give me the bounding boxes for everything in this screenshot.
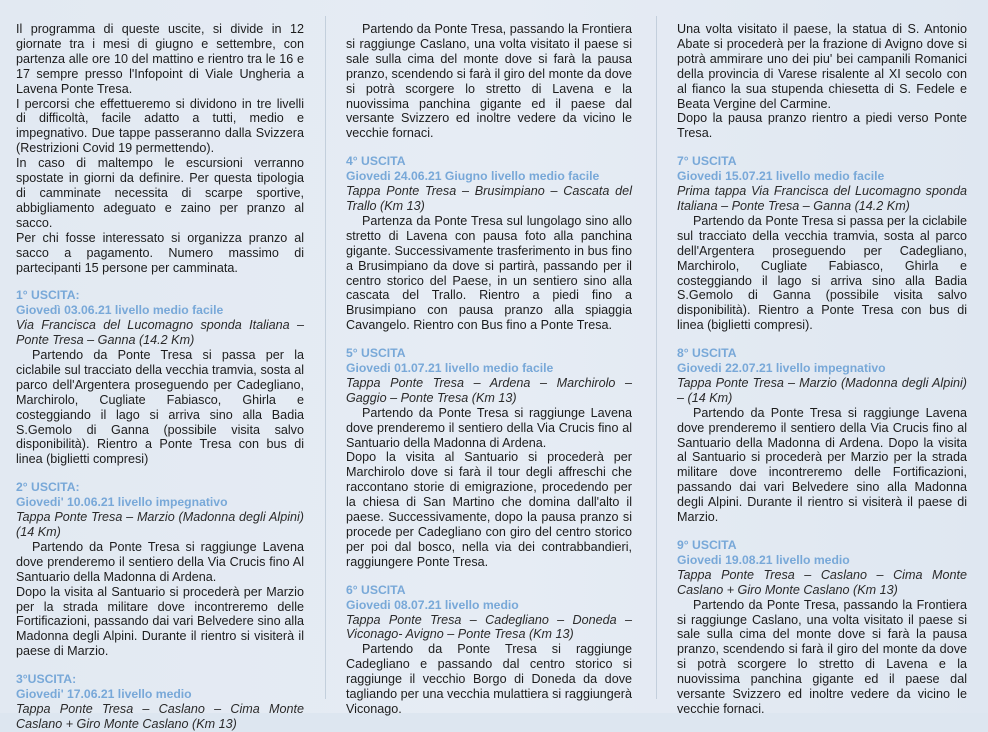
uscita-route: Via Francisca del Lucomagno sponda Italiana – Ponte Tresa – Ganna (14.2 Km) <box>16 318 304 348</box>
uscita-title: 5° USCITA <box>346 346 406 361</box>
intro-paragraph: Il programma di queste uscite, si divide in 12 giornate tra i mesi di giugno e settembre, con partenza alle ore 10 del mattino e rientro tra le 16 e 17 sempre presso l'Infopoint di Viale Ungheria a Lavena Ponte Tresa. <box>16 22 304 96</box>
uscita-route: Tappa Ponte Tresa – Marzio (Madonna degli Alpini) (14 Km) <box>16 510 304 539</box>
uscita-7 <box>677 154 967 333</box>
uscita-date: Giovedi 24.06.21 Giugno livello medio facile <box>346 169 600 184</box>
uscita-title: 2° USCITA: <box>16 480 80 495</box>
uscita-1 <box>16 288 304 467</box>
intro-paragraph: In caso di maltempo le escursioni verranno spostate in giorni da definire. Per questa tipologia di camminate necessita di scarpe sportive, abbigliamento adeguato e zaino per pranzo al sacco. <box>16 156 304 230</box>
uscita-6 <box>346 583 632 717</box>
uscita-title: 7° USCITA <box>677 154 737 169</box>
uscita-paragraph: Partendo da Ponte Tresa, passando la Frontiera si raggiunge Caslano, una volta visitato il paese si sale sulla cima del monte dove si farà la pausa pranzo, scendendo si farà il giro del monte da dove si potrà scorgere lo stretto di Lavena e la nuovissima panchina gigante ed il paese dal versante Svizzero ed inoltre vedere da vicino le vecchie fornaci. <box>677 597 967 716</box>
uscita-paragraph: Partendo da Ponte Tresa si raggiunge Cadegliano e passando dal centro storico si raggiunge il vecchio Borgo di Doneda da dove tagliando per una vecchia mulattiera si raggiungerà Viconago. <box>346 642 632 716</box>
uscita-route: Tappa Ponte Tresa – Ardena – Marchirolo – Gaggio – Ponte Tresa (Km 13) <box>346 375 632 405</box>
uscita-title: 8° USCITA <box>677 346 737 361</box>
column-2 <box>346 22 632 716</box>
uscita-paragraph: Partendo da Ponte Tresa si raggiunge Lavena dove prenderemo il sentiero della Via Crucis fino al Santuario della Madonna di Ardena. Dopo la visita al Santuario si procederà per Marzio per la strada militare dove incontreremo delle Fortificazioni, passando dai vari Belvedere sino alla Madonna degli Alpini. Durante il rientro si visiterà il paese di Marzio. <box>677 405 967 525</box>
uscita-paragraph: Partendo da Ponte Tresa si raggiunge Lavena dove prenderemo il sentiero della Via Crucis fino al Santuario della Madonna di Ardena. <box>346 405 632 450</box>
uscita-8 <box>677 346 967 525</box>
uscita-date: Giovedì 03.06.21 livello medio facile <box>16 303 224 318</box>
column-3 <box>677 22 967 716</box>
uscita-paragraph: Partendo da Ponte Tresa si passa per la ciclabile sul tracciato della vecchia tramvia, sosta al parco dell'Argentera proseguendo per Cadegliano, Marchirolo, Cugliate Fabiasco, Ghirla e costeggiando il lago si arriva sino alla Badia S.Gemolo di Ganna (possibile visita salvo disponibilità). Rientro a Ponte Tresa con bus di linea (biglietti compresi). <box>677 213 967 333</box>
uscita-date: Giovedi' 17.06.21 livello medio <box>16 687 192 702</box>
uscita-3-continued <box>346 22 632 141</box>
uscita-2 <box>16 480 304 659</box>
uscita-paragraph: Una volta visitato il paese, la statua di S. Antonio Abate si procederà per la frazione di Avigno dove si potrà ammirare uno dei piu' bei campanili Romanici della provincia di Varese risalente al XI secolo con al fianco la sua stupenda chiesetta di S. Fedele e Beata Vergine del Carmine. <box>677 22 967 111</box>
uscita-date: Giovedi 08.07.21 livello medio <box>346 597 519 612</box>
uscita-6-continued <box>677 22 967 141</box>
uscita-date: Giovedi 22.07.21 livello impegnativo <box>677 361 886 376</box>
uscita-title: 6° USCITA <box>346 582 406 597</box>
uscita-title: 1° USCITA: <box>16 288 80 303</box>
column-divider <box>656 16 657 699</box>
uscita-3 <box>16 672 304 732</box>
uscita-paragraph: Partendo da Ponte Tresa si raggiunge Lavena dove prenderemo il sentiero della Via Crucis fino Al Santuario della Madonna di Ardena. <box>16 539 304 584</box>
column-divider <box>325 16 326 699</box>
uscita-title: 3°USCITA: <box>16 672 77 687</box>
uscita-paragraph: Partendo da Ponte Tresa si passa per la ciclabile sul tracciato della vecchia tramvia, sosta al parco dell'Argentera proseguendo per Cadegliano, Marchirolo, Cugliate Fabiasco, Ghirla e costeggiando il lago si arriva sino alla Badia S.Gemolo di Ganna (possibile visita salvo disponibilità). Rientro a Ponte Tresa con bus di linea (biglietti compresi) <box>16 348 304 467</box>
uscita-date: Giovedi 01.07.21 livello medio facile <box>346 361 554 376</box>
uscita-title: 4° USCITA <box>346 154 406 169</box>
uscita-route: Tappa Ponte Tresa – Caslano – Cima Monte Caslano + Giro Monte Caslano (Km 13) <box>16 701 304 731</box>
uscita-route: Tappa Ponte Tresa – Caslano – Cima Monte Caslano + Giro Monte Caslano (Km 13) <box>677 567 967 597</box>
uscita-paragraph: Dopo la visita al Santuario si procederà per Marzio per la strada militare dove incontreremo delle Fortificazioni, passando dai vari Belvedere sino alla Madonna degli Alpini. Durante il rientro si visiterà il paese di Marzio. <box>16 584 304 659</box>
uscita-9 <box>677 538 967 717</box>
uscita-title: 9° USCITA <box>677 538 737 552</box>
uscita-route: Tappa Ponte Tresa – Marzio (Madonna degli Alpini) – (14 Km) <box>677 375 967 405</box>
uscita-4 <box>346 154 632 333</box>
uscita-paragraph: Partendo da Ponte Tresa, passando la Frontiera si raggiunge Caslano, una volta visitato il paese si sale sulla cima del monte dove si farà la pausa pranzo, scendendo si farà il giro del monte da dove si potrà scorgere lo stretto di Lavena e la nuovissima panchina gigante ed il paese dal versante Svizzero ed inoltre vedere da vicino le vecchie fornaci. <box>346 22 632 141</box>
uscita-route: Tappa Ponte Tresa – Cadegliano – Doneda – Viconago- Avigno – Ponte Tresa (Km 13) <box>346 612 632 642</box>
intro-paragraph: Per chi fosse interessato si organizza pranzo al sacco a pagamento. Numero massimo di partecipanti 15 persone per camminata. <box>16 230 304 275</box>
intro-paragraph: I percorsi che effettueremo si dividono in tre livelli di difficoltà, facile adatto a tutti, medio e impegnativo. Due tappe passeranno dalla Svizzera (Restrizioni Covid 19 permettendo). <box>16 96 304 156</box>
uscita-paragraph: Dopo la visita al Santuario si procederà per Marchirolo dove si farà il tour degli affreschi che raccontano storie di emigrazione, procedendo per la chiesa di San Martino che domina dall'alto il paese. Successivamente, dopo la pausa pranzo si procede per Cadegliano con giro del centro storico per poi dal bosco, nella via dei contrabbandieri, raggiungere Ponte Tresa. <box>346 450 632 569</box>
uscita-date: Giovedi' 10.06.21 livello impegnativo <box>16 495 228 510</box>
uscita-paragraph: Partenza da Ponte Tresa sul lungolago sino allo stretto di Lavena con pausa foto alla panchina gigante. Successivamente trasferimento in bus fino a Brusimpiano da dove si partirà, passando per il centro storico del Paese, in un sentiero sino alla cascata del Trallo. Rientro a piedi fino a Brusimpiano con pausa pranzo alla spiaggia Cavangelo. Rientro con Bus fino a Ponte Tresa. <box>346 213 632 333</box>
uscita-route: Tappa Ponte Tresa – Brusimpiano – Cascata del Trallo (Km 13) <box>346 184 632 213</box>
uscita-route: Prima tappa Via Francisca del Lucomagno sponda Italiana – Ponte Tresa – Ganna (14.2 Km) <box>677 184 967 213</box>
intro-section <box>16 22 304 275</box>
uscita-5 <box>346 346 632 570</box>
uscita-date: Giovedi 19.08.21 livello medio <box>677 552 850 567</box>
column-1 <box>16 22 304 731</box>
uscita-paragraph: Dopo la pausa pranzo rientro a piedi verso Ponte Tresa. <box>677 111 967 141</box>
uscita-date: Giovedi 15.07.21 livello medio facile <box>677 169 885 184</box>
